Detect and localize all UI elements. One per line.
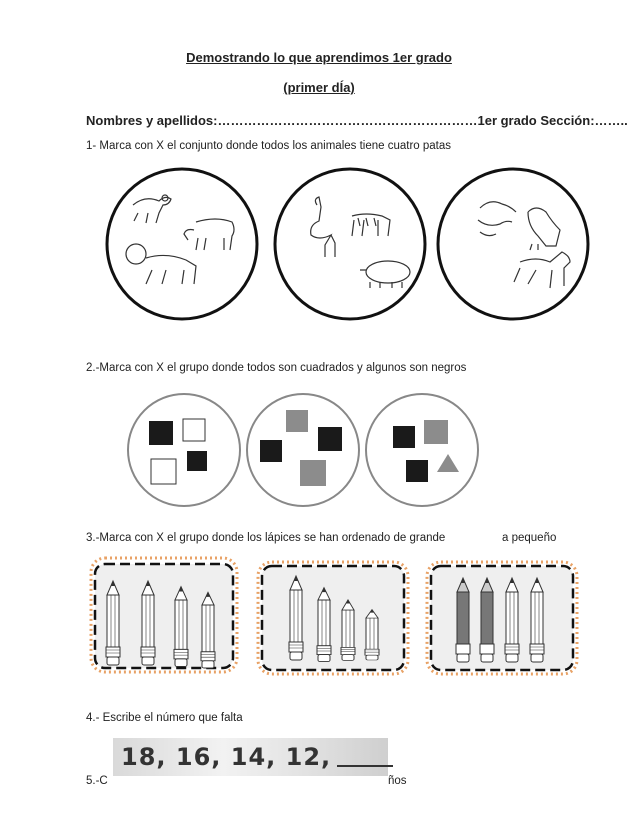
question-5-prefix: 5.-C [86, 775, 108, 787]
worksheet-subtitle: (primer dÍa) [283, 80, 355, 95]
pencil [365, 610, 379, 660]
question-1: 1- Marca con X el conjunto donde todos los animales tiene cuatro patas [86, 140, 452, 152]
name-line: Nombres y apellidos:……………………………………………………1er grado Sección:…….. [86, 113, 628, 128]
question-2: 2.-Marca con X el grupo donde todos son cuadrados y algunos son negros [86, 362, 467, 374]
pencil [317, 588, 331, 662]
pencil [505, 578, 519, 662]
pencil [174, 587, 188, 667]
pencil [341, 600, 355, 660]
pencil-group-1[interactable] [91, 558, 237, 672]
pencil [480, 578, 494, 662]
worksheet-title: Demostrando lo que aprendimos 1er grado [186, 50, 452, 65]
pencil [106, 581, 120, 665]
number-sequence-strip [113, 738, 388, 776]
pencil-group-3[interactable] [427, 562, 577, 674]
number-sequence: 18, 16, 14, 12, [121, 743, 332, 771]
pencil [289, 576, 303, 660]
pencil-group-2[interactable] [258, 562, 408, 674]
pencil [141, 581, 155, 665]
question-3-suffix: a pequeño [502, 532, 557, 544]
question-4: 4.- Escribe el número que falta [86, 712, 243, 724]
pencil [201, 592, 215, 668]
answer-blank[interactable] [337, 753, 393, 767]
question-5-suffix: ños [388, 775, 407, 787]
pencil [530, 578, 544, 662]
question-3: 3.-Marca con X el grupo donde los lápices se han ordenado de grande [86, 532, 446, 544]
pencil [456, 578, 470, 662]
